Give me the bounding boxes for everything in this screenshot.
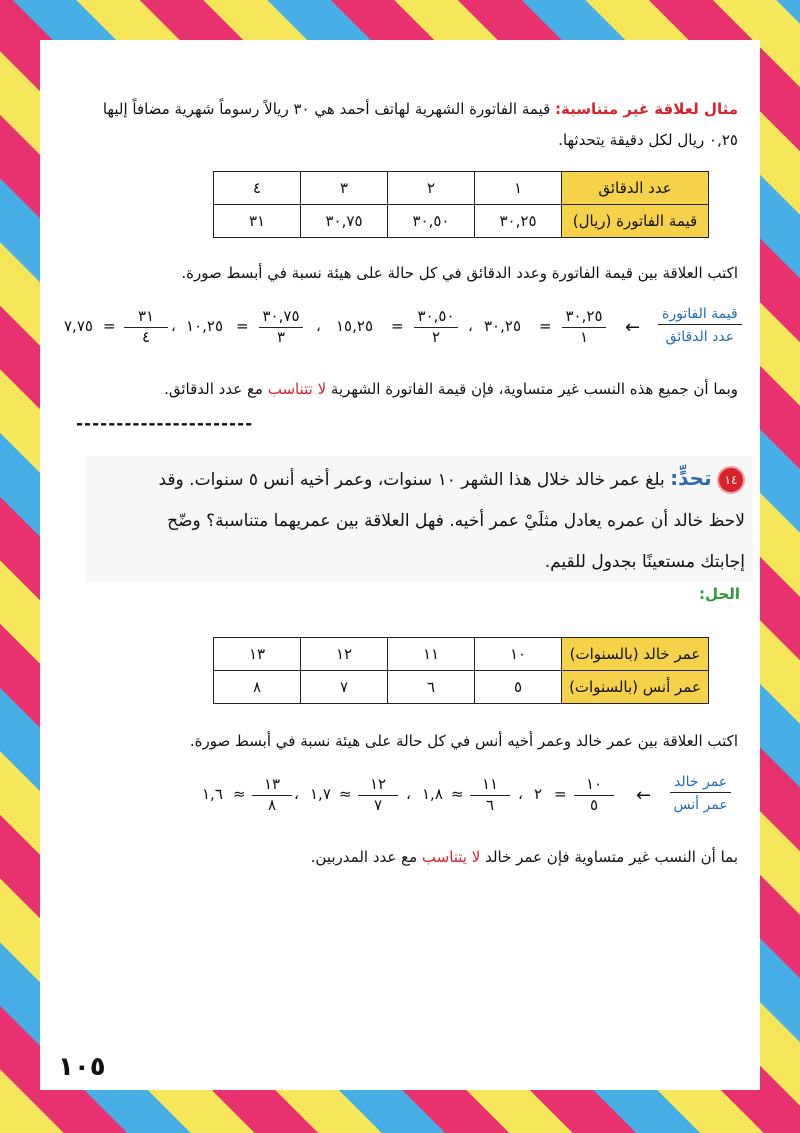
fraction-denominator: ٦ [485,796,495,814]
fraction-denominator: ٥ [589,796,599,814]
fraction-denominator: ٧ [373,796,383,814]
conclusion-text: بما أن النسب غير متساوية فإن عمر خالد [480,848,738,866]
challenge-line3: إجابتك مستعينًا بجدول للقيم. [544,552,745,572]
ratio-label-fraction [670,774,731,813]
challenge-line2: لاحظ خالد أن عمره يعادل مثلَيْ عمر أخيه. فهل العلاقة بين عمريهما متناسبة؟ وضّح [167,511,745,531]
table-cell: ٤ [214,172,301,205]
conclusion-text: مع عدد المدربين. [310,848,422,866]
relation-symbol: ≈ [339,785,352,803]
relation-symbol: = [539,317,552,335]
conclusion-highlight: لا تتناسب [267,380,327,398]
fraction-numerator: ٣٠,٥٠ [414,307,458,328]
ratio-fraction [414,307,458,348]
dashed-divider: ---------------------- [76,414,254,434]
table-cell: ١٢ [301,638,388,671]
table-cell: ٧ [301,671,388,704]
challenge-line1: بلغ عمر خالد خلال هذا الشهر ١٠ سنوات، وعمر أخيه أنس ٥ سنوات. وقد [158,470,665,490]
table-row [214,172,709,205]
conclusion-text: مع عدد الدقائق. [164,380,268,398]
fraction-numerator: ٣٠,٧٥ [259,307,303,328]
ratio-result: ٢ [534,785,543,803]
ratio-fraction [252,775,292,816]
table-header-cell: قيمة الفاتورة (ريال) [562,205,709,238]
conclusion-highlight: لا يتناسب [421,848,481,866]
table-cell: ٣٠,٢٥ [475,205,562,238]
conclusion-1 [164,374,738,405]
separator: ، [468,317,473,335]
table-row [214,671,709,704]
table-cell: ٣٠,٧٥ [301,205,388,238]
ratio-label-denominator: عدد الدقائق [665,329,735,345]
relation-symbol: ≈ [451,785,464,803]
fraction-numerator: ١١ [470,775,510,796]
fraction-denominator: ٣ [276,328,286,346]
table-header-cell: عمر خالد (بالسنوات) [562,638,709,671]
ratio-result: ١٠,٢٥ [186,317,223,335]
ratios-1 [40,300,760,370]
table-cell: ١ [475,172,562,205]
relation-symbol: = [391,317,404,335]
table-cell: ٥ [475,671,562,704]
table-cell: ١١ [388,638,475,671]
ratio-result: ١,٨ [422,785,443,803]
ratio-label-denominator: عمر أنس [673,797,728,813]
fraction-denominator: ٤ [141,328,151,346]
ratio-label-fraction [658,306,742,345]
separator: ، [171,317,176,335]
fraction-denominator: ٨ [267,796,277,814]
page-sheet [40,40,760,1090]
challenge-box [85,456,753,582]
fraction-numerator: ١٢ [358,775,398,796]
challenge-title: تحدٍّ: [670,466,712,490]
separator: ، [316,317,321,335]
solution-label: الحل: [699,585,740,603]
table-cell: ٨ [214,671,301,704]
fraction-numerator: ٣١ [124,307,168,328]
ratio-result: ١٥,٢٥ [336,317,373,335]
table-cell: ٦ [388,671,475,704]
ratio-label-numerator: عمر خالد [670,774,731,793]
example-label: مثال لعلاقة غير متناسبة: [555,100,738,118]
fraction-numerator: ١٠ [574,775,614,796]
example-text-line2: ٠,٢٥ ريال لكل دقيقة يتحدثها. [558,131,738,149]
page-number: ١٠٥ [58,1052,106,1082]
ratio-fraction [574,775,614,816]
challenge-text [90,458,745,583]
ratio-fraction [358,775,398,816]
ratio-result: ٣٠,٢٥ [484,317,521,335]
minutes-bill-table [213,171,709,238]
table-header-cell: عدد الدقائق [562,172,709,205]
table-row [214,205,709,238]
fraction-denominator: ١ [579,328,589,346]
table-header-cell: عمر أنس (بالسنوات) [562,671,709,704]
ratio-label-numerator: قيمة الفاتورة [658,306,742,325]
example-text-line1: قيمة الفاتورة الشهرية لهاتف أحمد هي ٣٠ ريالاً رسوماً شهرية مضافاً إليها [102,100,551,118]
ratio-fraction [562,307,606,348]
ratios-2 [40,768,760,838]
instruction-1: اكتب العلاقة بين قيمة الفاتورة وعدد الدقائق في كل حالة على هيئة نسبة في أبسط صورة. [181,264,738,282]
table-cell: ١٣ [214,638,301,671]
ages-table [213,637,709,704]
fraction-numerator: ٣٠,٢٥ [562,307,606,328]
table-cell: ٣١ [214,205,301,238]
table-row [214,638,709,671]
challenge-number-badge: ١٤ [717,466,745,494]
arrow-icon: ← [636,785,652,806]
conclusion-text: وبما أن جميع هذه النسب غير متساوية، فإن قيمة الفاتورة الشهرية [326,380,738,398]
fraction-denominator: ٢ [431,328,441,346]
relation-symbol: = [103,317,116,335]
ratio-fraction [259,307,303,348]
fraction-numerator: ١٣ [252,775,292,796]
separator: ، [406,785,411,803]
ratio-result: ١,٧ [310,785,331,803]
table-cell: ٢ [388,172,475,205]
arrow-icon: ← [625,317,641,338]
ratio-result: ١,٦ [202,785,223,803]
separator: ، [294,785,299,803]
ratio-fraction [124,307,168,348]
table-cell: ٣٠,٥٠ [388,205,475,238]
instruction-2: اكتب العلاقة بين عمر خالد وعمر أخيه أنس في كل حالة على هيئة نسبة في أبسط صورة. [189,732,738,750]
ratio-fraction [470,775,510,816]
table-cell: ١٠ [475,638,562,671]
table-cell: ٣ [301,172,388,205]
relation-symbol: ≈ [233,785,246,803]
separator: ، [518,785,523,803]
example-paragraph [62,94,738,156]
conclusion-2 [311,842,738,873]
ratio-result: ٧,٧٥ [64,317,93,335]
relation-symbol: = [236,317,249,335]
relation-symbol: = [554,785,567,803]
